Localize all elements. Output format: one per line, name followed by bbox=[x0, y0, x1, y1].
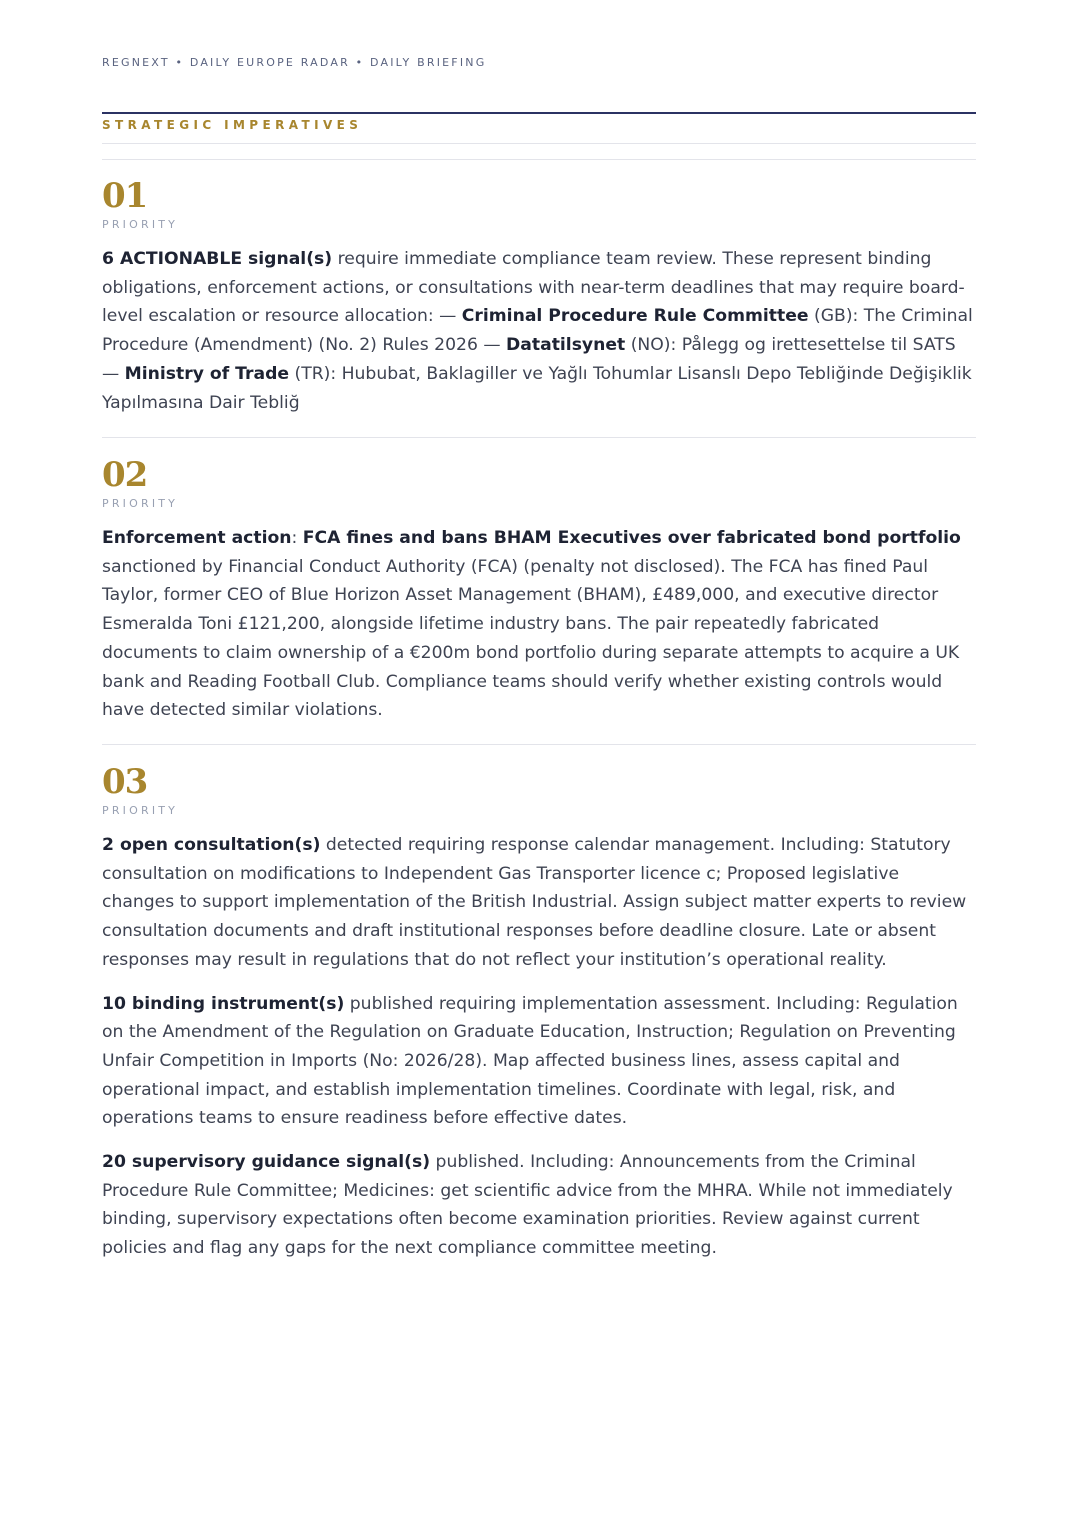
body-text: published requiring implementation assessment. Including: Regulation on the Amendment of the Regulation on Graduate Education, Instruction; Regulation on Preventing Unfair Competition in Imports (No: 2026/28). Map affected business lines, assess capital and operational impact, and establish implementation timelines. Coordinate with legal, risk, and operations teams to ensure readiness before effective dates. bbox=[102, 993, 958, 1129]
priority-label: PRIORITY bbox=[102, 804, 179, 817]
body-text: (NO): Pålegg og irettesettelse til SATS — bbox=[102, 335, 956, 384]
bold-entity: Criminal Procedure Rule Committee bbox=[461, 306, 809, 327]
divider bbox=[102, 437, 976, 438]
priority-paragraph bbox=[102, 245, 976, 417]
body-text: sanctioned by Financial Conduct Authority (FCA) (penalty not disclosed). The FCA has fined Paul Taylor, former CEO of Blue Horizon Asset Management (BHAM), £489,000, and executive director Esmeralda Toni £121,200, alongside lifetime industry bans. The pair repeatedly fabricated documents to claim ownership of a €200m bond portfolio during separate attempts to acquire a UK bank and Reading Football Club. Compliance teams should verify whether existing controls would have detected similar violations. bbox=[102, 556, 960, 721]
section-title: STRATEGIC IMPERATIVES bbox=[102, 118, 363, 132]
body-text: published. Including: Announcements from the Criminal Procedure Rule Committee; Medicines: get scientific advice from the MHRA. While not immediately binding, supervisory expectations often become examination priorities. Review against current policies and flag any gaps for the next compliance committee meeting. bbox=[102, 1152, 953, 1259]
priority-paragraph bbox=[102, 990, 976, 1134]
priority-label: PRIORITY bbox=[102, 218, 179, 231]
priority-paragraph bbox=[102, 831, 976, 975]
bold-entity: Datatilsynet bbox=[506, 335, 626, 356]
section-top-rule bbox=[102, 112, 976, 114]
priority-paragraph bbox=[102, 1148, 976, 1263]
body-text: (TR): Hububat, Baklagiller ve Yağlı Tohumlar Lisanslı Depo Tebliğinde Değişiklik Yapılmasına Dair Tebliğ bbox=[102, 363, 972, 413]
bold-lead: 6 ACTIONABLE signal(s) bbox=[102, 249, 333, 269]
bold-lead: 10 binding instrument(s) bbox=[102, 993, 345, 1014]
bold-lead: 20 supervisory guidance signal(s) bbox=[102, 1152, 431, 1173]
body-text: detected requiring response calendar management. Including: Statutory consultation on modifications to Independent Gas Transporter licence c; Proposed legislative changes to support implementation of the British Industrial. Assign subject matter experts to review consultation documents and draft institutional responses before deadline closure. Late or absent responses may result in regulations that do not reflect your institution’s operational reality. bbox=[102, 835, 967, 970]
priority-number: 02 bbox=[102, 455, 148, 495]
separator: : bbox=[291, 528, 303, 548]
priority-item-03 bbox=[102, 762, 976, 1263]
priority-item-02 bbox=[102, 455, 976, 725]
bold-lead: Enforcement action bbox=[102, 528, 292, 548]
divider bbox=[102, 159, 976, 160]
divider bbox=[102, 744, 976, 745]
priority-number: 01 bbox=[102, 176, 148, 216]
running-head: REGNEXT • DAILY EUROPE RADAR • DAILY BRIEFING bbox=[102, 56, 487, 69]
priority-item-01 bbox=[102, 176, 976, 417]
priority-label: PRIORITY bbox=[102, 497, 179, 510]
body-text: require immediate compliance team review. These represent binding obligations, enforcement actions, or consultations with near-term deadlines that may require board-level escalation or resource allocation: — bbox=[102, 249, 965, 327]
divider bbox=[102, 143, 976, 144]
body-text: (GB): The Criminal Procedure (Amendment) (No. 2) Rules 2026 — bbox=[102, 306, 973, 356]
bold-entity: Ministry of Trade bbox=[124, 363, 290, 384]
bold-entity: FCA fines and bans BHAM Executives over fabricated bond portfolio bbox=[302, 528, 961, 548]
bold-lead: 2 open consultation(s) bbox=[102, 835, 321, 855]
priority-number: 03 bbox=[102, 762, 148, 802]
priority-paragraph bbox=[102, 524, 976, 725]
